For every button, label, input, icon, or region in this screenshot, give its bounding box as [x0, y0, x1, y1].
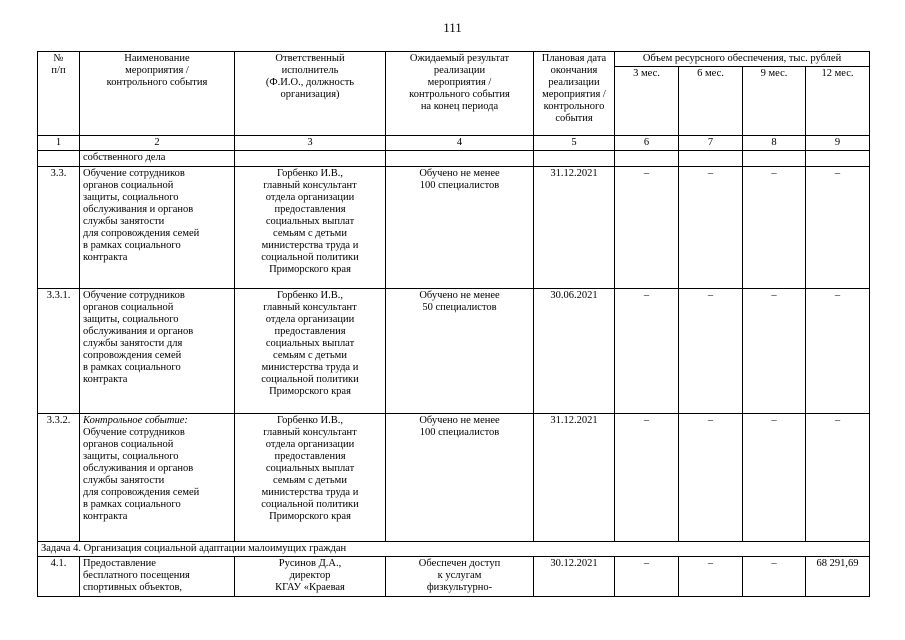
row-result: Обучено не менее 50 специалистов: [386, 289, 534, 414]
colnum-1: 1: [38, 136, 80, 151]
row-num: 3.3.2.: [38, 414, 80, 542]
row-name: Предоставление бесплатного посещения спортивных объектов,: [80, 557, 235, 597]
header-12m: 12 мес.: [806, 67, 870, 136]
colnum-5: 5: [534, 136, 615, 151]
column-number-row: [38, 136, 870, 151]
header-responsible: Ответственный исполнитель (Ф.И.О., должность организация): [235, 52, 386, 136]
row-12m: –: [806, 414, 870, 542]
cont-cell-4: [386, 151, 534, 167]
header-9m: 9 мес.: [743, 67, 806, 136]
task-row: [38, 542, 870, 557]
row-9m: –: [743, 289, 806, 414]
row-6m: –: [679, 289, 743, 414]
row-name: Обучение сотрудников органов социальной защиты, социального обслуживания и органов службы занятости для сопровождения семей в рамках социального контракта: [80, 289, 235, 414]
control-event-label: Контрольное событие:: [83, 415, 188, 426]
row-num: 4.1.: [38, 557, 80, 597]
page-number: 111: [443, 20, 462, 35]
cont-cell-6: [615, 151, 679, 167]
row-name: Обучение сотрудников органов социальной защиты, социального обслуживания и органов службы занятости для сопровождения семей в рамках социального контракта: [83, 427, 200, 522]
table-row: [38, 289, 870, 414]
row-9m: –: [743, 414, 806, 542]
row-date: 31.12.2021: [534, 414, 615, 542]
colnum-9: 9: [806, 136, 870, 151]
row-result: Обучено не менее 100 специалистов: [386, 167, 534, 289]
header-resources: Объем ресурсного обеспечения, тыс. рублей: [615, 52, 870, 67]
row-result: Обучено не менее 100 специалистов: [386, 414, 534, 542]
cont-cell-7: [679, 151, 743, 167]
row-result: Обеспечен доступ к услугам физкультурно-: [386, 557, 534, 597]
continuation-row: [38, 151, 870, 167]
row-date: 30.06.2021: [534, 289, 615, 414]
row-name: Обучение сотрудников органов социальной защиты, социального обслуживания и органов службы занятости для сопровождения семей в рамках социального контракта: [80, 167, 235, 289]
row-6m: –: [679, 557, 743, 597]
row-12m: –: [806, 167, 870, 289]
colnum-6: 6: [615, 136, 679, 151]
cont-cell-3: [235, 151, 386, 167]
row-3m: –: [615, 167, 679, 289]
header-row-1: [38, 52, 870, 67]
row-num: 3.3.1.: [38, 289, 80, 414]
cont-cell-num: [38, 151, 80, 167]
header-name: Наименование мероприятия / контрольного события: [80, 52, 235, 136]
row-3m: –: [615, 414, 679, 542]
row-responsible: Горбенко И.В., главный консультант отдела организации предоставления социальных выплат семьям с детьми министерства труда и социальной политики Приморского края: [235, 414, 386, 542]
row-12m: –: [806, 289, 870, 414]
header-num: № п/п: [38, 52, 80, 136]
header-6m: 6 мес.: [679, 67, 743, 136]
row-9m: –: [743, 167, 806, 289]
colnum-3: 3: [235, 136, 386, 151]
row-date: 31.12.2021: [534, 167, 615, 289]
row-9m: –: [743, 557, 806, 597]
row-name-cell: [80, 414, 235, 542]
row-date: 30.12.2021: [534, 557, 615, 597]
cont-cell-9: [806, 151, 870, 167]
row-responsible: Горбенко И.В., главный консультант отдела организации предоставления социальных выплат семьям с детьми министерства труда и социальной политики Приморского края: [235, 289, 386, 414]
colnum-2: 2: [80, 136, 235, 151]
row-responsible: Горбенко И.В., главный консультант отдела организации предоставления социальных выплат семьям с детьми министерства труда и социальной политики Приморского края: [235, 167, 386, 289]
row-3m: –: [615, 557, 679, 597]
row-12m: 68 291,69: [806, 557, 870, 597]
colnum-8: 8: [743, 136, 806, 151]
header-3m: 3 мес.: [615, 67, 679, 136]
row-num: 3.3.: [38, 167, 80, 289]
cont-cell-5: [534, 151, 615, 167]
table-row: [38, 557, 870, 597]
colnum-7: 7: [679, 136, 743, 151]
row-3m: –: [615, 289, 679, 414]
continuation-text: собственного дела: [80, 151, 235, 167]
row-6m: –: [679, 414, 743, 542]
row-6m: –: [679, 167, 743, 289]
table-row: [38, 414, 870, 542]
plan-table: [37, 51, 870, 597]
row-responsible: Русинов Д.А., директор КГАУ «Краевая: [235, 557, 386, 597]
task-heading: Задача 4. Организация социальной адаптации малоимущих граждан: [38, 542, 870, 557]
header-result: Ожидаемый результат реализации мероприятия / контрольного события на конец периода: [386, 52, 534, 136]
header-date: Плановая дата окончания реализации мероприятия / контрольного события: [534, 52, 615, 136]
table-row: [38, 167, 870, 289]
colnum-4: 4: [386, 136, 534, 151]
cont-cell-8: [743, 151, 806, 167]
